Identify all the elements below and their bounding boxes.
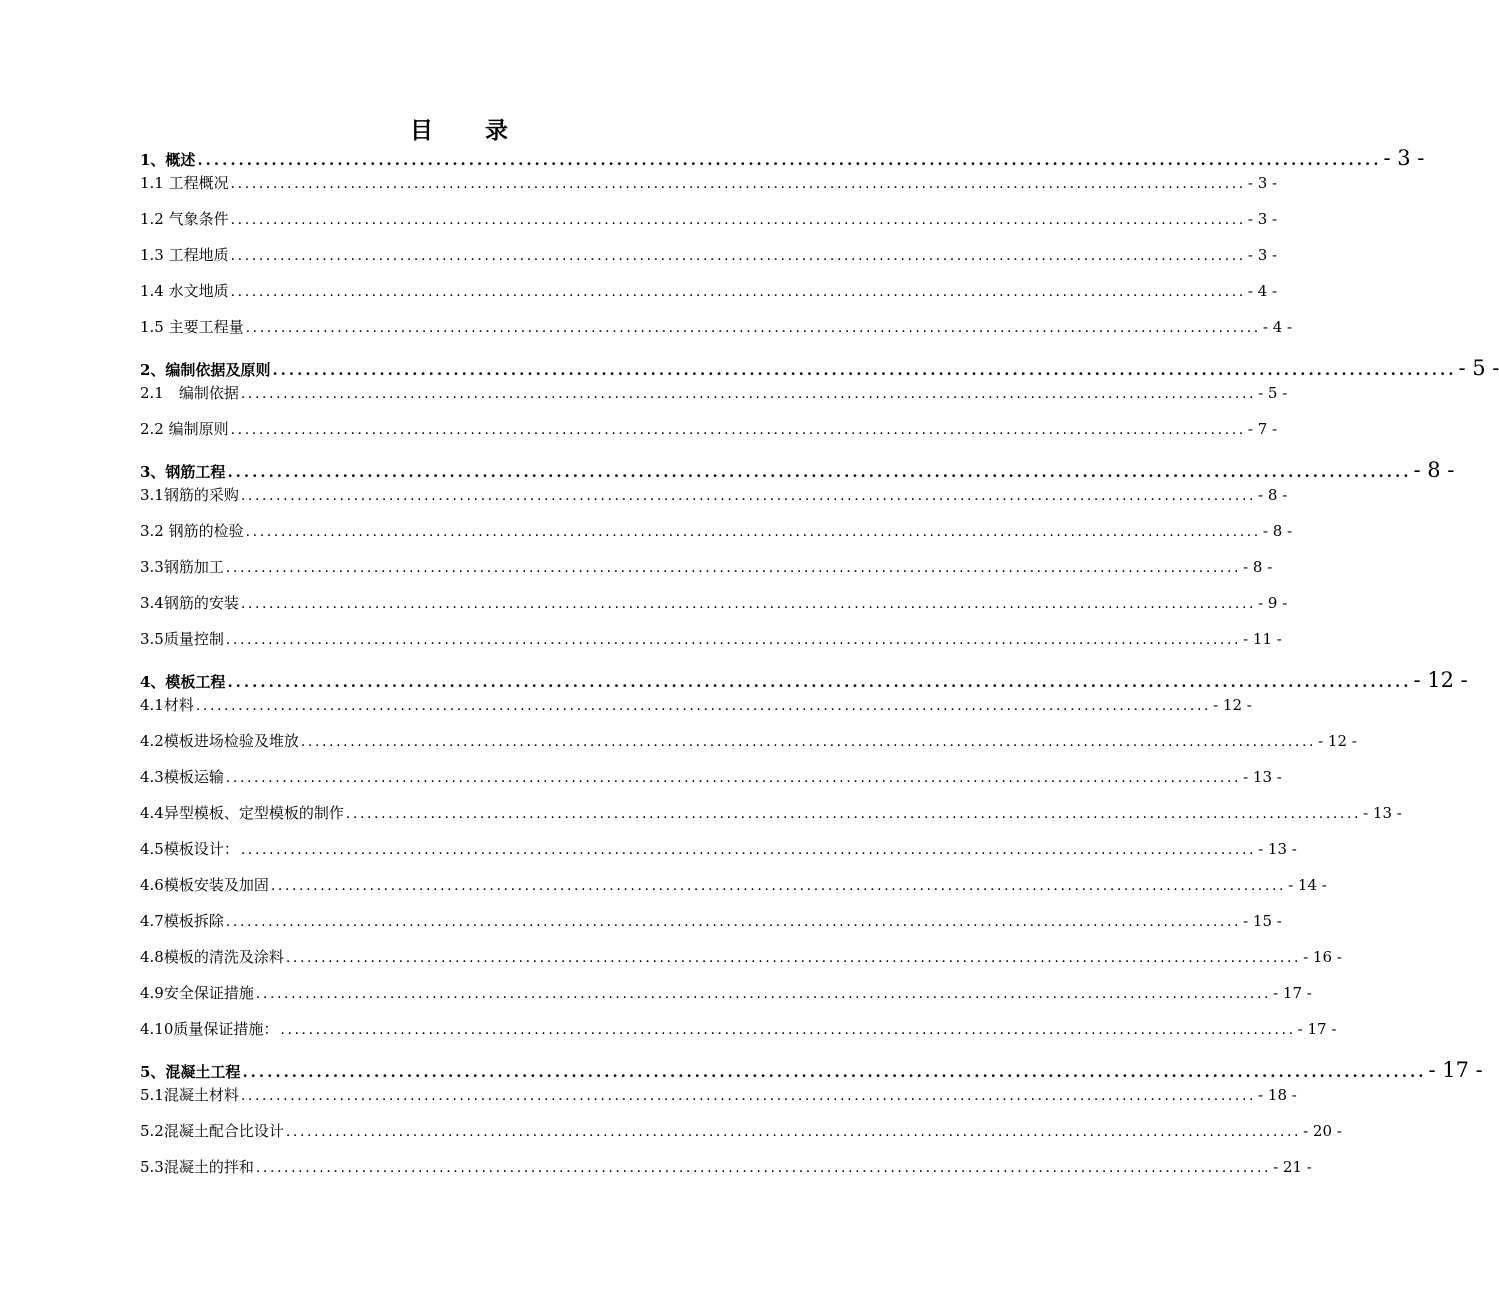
toc-leader-dots: ................................................................................................................................................ [345,806,1362,822]
toc-page-number: - 8 - [1413,458,1455,482]
toc-entry-label: 3.5质量控制 [140,630,224,648]
toc-page-number: - 13 - [1258,840,1297,858]
toc-chapter-entry[interactable] [140,668,1468,692]
toc-section-entry[interactable] [140,244,1278,266]
toc-page-number: - 13 - [1243,768,1282,786]
toc-page-number: - 15 - [1243,912,1282,930]
toc-entry-label: 4.8模板的清洗及涂料 [140,948,284,966]
toc-entry-label: 5.1混凝土材料 [140,1086,239,1104]
toc-page-number: - 11 - [1243,630,1282,648]
toc-entry-label: 3、钢筋工程 [140,463,226,481]
toc-page-number: - 3 - [1383,146,1425,170]
toc-leader-dots: ................................................................................................................................................ [300,734,1317,750]
toc-leader-dots: ................................................................................................................................................ [245,320,1261,336]
toc-leader-dots: ................................................................................................................................................ [242,1063,1427,1081]
toc-section-entry[interactable] [140,484,1288,506]
toc-entry-label: 1.3 工程地质 [140,246,229,264]
toc-entry-label: 5.3混凝土的拌和 [140,1158,254,1176]
toc-section-entry[interactable] [140,628,1282,650]
toc-section-entry[interactable] [140,172,1278,194]
table-of-contents [140,0,1499,1302]
toc-entry-label: 3.2 钢筋的检验 [140,522,244,540]
toc-leader-dots: ................................................................................................................................................ [240,1088,1257,1104]
toc-chapter-entry[interactable] [140,1058,1483,1082]
toc-entry-label: 1、概述 [140,151,196,169]
toc-leader-dots: ................................................................................................................................................ [197,151,1382,169]
toc-leader-dots: ................................................................................................................................................ [227,673,1412,691]
toc-chapter-entry[interactable] [140,356,1499,380]
toc-page-number: - 12 - [1413,668,1468,692]
toc-section-entry[interactable] [140,694,1252,716]
toc-section-entry[interactable] [140,1120,1342,1142]
toc-entry-label: 2.2 编制原则 [140,420,229,438]
toc-leader-dots: ................................................................................................................................................ [285,1124,1302,1140]
toc-page-number: - 9 - [1258,594,1288,612]
toc-page-number: - 12 - [1318,732,1357,750]
toc-entry-label: 1.4 水文地质 [140,282,229,300]
toc-leader-dots: ................................................................................................................................................ [225,770,1242,786]
toc-section-entry[interactable] [140,982,1312,1004]
toc-section-entry[interactable] [140,382,1288,404]
toc-section-entry[interactable] [140,874,1327,896]
toc-leader-dots: ................................................................................................................................................ [225,914,1242,930]
toc-entry-label: 3.1钢筋的采购 [140,486,239,504]
toc-section-entry[interactable] [140,730,1357,752]
toc-entry-label: 2.1 编制依据 [140,384,239,402]
toc-page-number: - 3 - [1247,174,1278,192]
toc-entry-label: 4.7模板拆除 [140,912,224,930]
toc-section-entry[interactable] [140,802,1402,824]
toc-page-number: - 14 - [1288,876,1327,894]
toc-leader-dots: ................................................................................................................................................ [230,284,1246,300]
toc-leader-dots: ................................................................................................................................................ [195,698,1212,714]
toc-leader-dots: ................................................................................................................................................ [270,878,1287,894]
toc-leader-dots: ................................................................................................................................................ [230,422,1246,438]
toc-entry-label: 4.1材料 [140,696,194,714]
toc-section-entry[interactable] [140,1084,1297,1106]
toc-leader-dots: ................................................................................................................................................ [240,596,1257,612]
toc-entry-label: 1.5 主要工程量 [140,318,244,336]
toc-page-number: - 20 - [1303,1122,1342,1140]
toc-section-entry[interactable] [140,208,1278,230]
toc-leader-dots: ................................................................................................................................................ [225,632,1242,648]
toc-entry-label: 4.6模板安装及加固 [140,876,269,894]
toc-page-number: - 21 - [1273,1158,1312,1176]
toc-entry-label: 3.4钢筋的安装 [140,594,239,612]
toc-leader-dots: ................................................................................................................................................ [245,524,1261,540]
toc-leader-dots: ................................................................................................................................................ [272,361,1457,379]
toc-page-number: - 8 - [1262,522,1293,540]
toc-entry-label: 4.4异型模板、定型模板的制作 [140,804,344,822]
toc-section-entry[interactable] [140,1156,1312,1178]
toc-chapter-entry[interactable] [140,146,1425,170]
toc-section-entry[interactable] [140,766,1282,788]
toc-leader-dots: ................................................................................................................................................ [240,488,1257,504]
toc-page-number: - 8 - [1258,486,1288,504]
toc-entry-label: 3.3钢筋加工 [140,558,224,576]
toc-leader-dots: ................................................................................................................................................ [240,386,1257,402]
toc-page-number: - 13 - [1363,804,1402,822]
page-title: 目 录 [410,117,510,144]
toc-section-entry[interactable] [140,592,1288,614]
toc-entry-label: 5、混凝土工程 [140,1063,241,1081]
toc-entry-label: 4.3模板运输 [140,768,224,786]
toc-entry-label: 1.2 气象条件 [140,210,229,228]
toc-leader-dots: ................................................................................................................................................ [285,950,1302,966]
toc-page-number: - 4 - [1262,318,1293,336]
toc-leader-dots: ................................................................................................................................................ [280,1022,1296,1038]
toc-page-number: - 17 - [1297,1020,1337,1038]
toc-entry-label: 4、模板工程 [140,673,226,691]
toc-section-entry[interactable] [140,316,1293,338]
toc-page-number: - 17 - [1428,1058,1483,1082]
toc-entry-label: 4.9安全保证措施 [140,984,254,1002]
toc-page-number: - 8 - [1243,558,1273,576]
toc-entry-label: 5.2混凝土配合比设计 [140,1122,284,1140]
toc-page-number: - 18 - [1258,1086,1297,1104]
toc-section-entry[interactable] [140,838,1297,860]
toc-page-number: - 3 - [1247,210,1278,228]
toc-section-entry[interactable] [140,418,1278,440]
toc-leader-dots: ................................................................................................................................................ [255,1160,1272,1176]
toc-section-entry[interactable] [140,520,1293,542]
toc-section-entry[interactable] [140,280,1278,302]
toc-section-entry[interactable] [140,910,1282,932]
toc-leader-dots: ................................................................................................................................................ [227,463,1412,481]
toc-section-entry[interactable] [140,946,1342,968]
toc-section-entry[interactable] [140,556,1273,578]
toc-page-number: - 16 - [1303,948,1342,966]
toc-page-number: - 5 - [1458,356,1499,380]
toc-page-number: - 12 - [1213,696,1252,714]
toc-page-number: - 3 - [1247,246,1278,264]
toc-page-number: - 5 - [1258,384,1288,402]
toc-entry-label: 2、编制依据及原则 [140,361,271,379]
toc-leader-dots: ................................................................................................................................................ [230,212,1246,228]
toc-leader-dots: ................................................................................................................................................ [225,560,1242,576]
toc-page-number: - 4 - [1247,282,1278,300]
toc-entry-label: 4.2模板进场检验及堆放 [140,732,299,750]
toc-leader-dots: ................................................................................................................................................ [255,986,1272,1002]
toc-leader-dots: ................................................................................................................................................ [240,842,1257,858]
toc-chapter-entry[interactable] [140,458,1455,482]
toc-entry-label: 4.5模板设计： [140,840,239,858]
toc-section-entry[interactable] [140,1018,1337,1040]
toc-entry-label: 1.1 工程概况 [140,174,229,192]
toc-page-number: - 17 - [1273,984,1312,1002]
toc-entry-label: 4.10质量保证措施： [140,1020,279,1038]
toc-leader-dots: ................................................................................................................................................ [230,176,1246,192]
toc-leader-dots: ................................................................................................................................................ [230,248,1246,264]
toc-page-number: - 7 - [1247,420,1278,438]
